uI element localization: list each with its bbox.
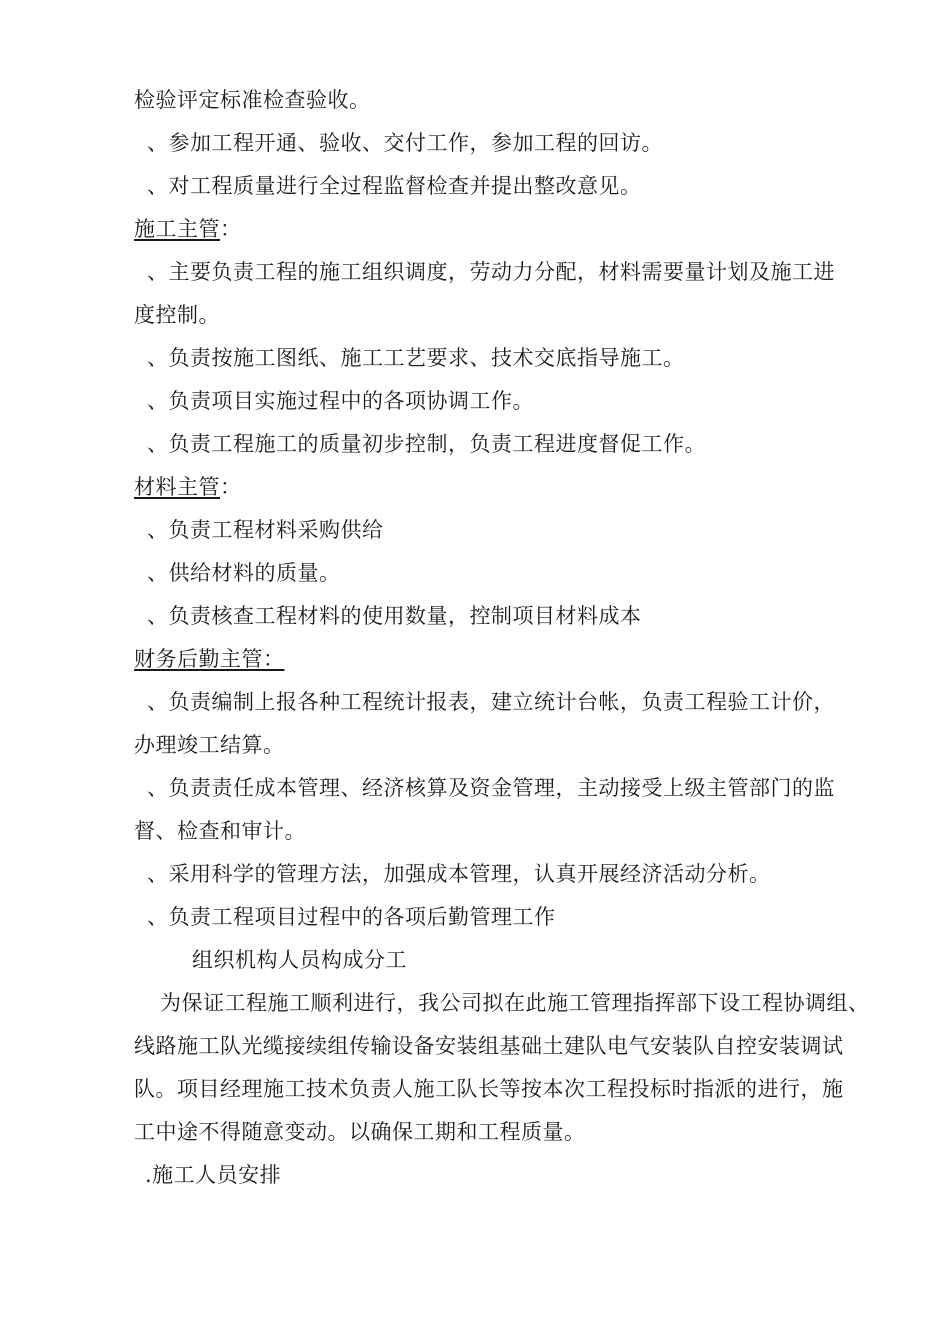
list-item: 、负责按施工图纸、施工工艺要求、技术交底指导施工。 xyxy=(147,346,685,370)
list-item: 、采用科学的管理方法，加强成本管理，认真开展经济活动分析。 xyxy=(147,862,771,886)
construction-heading-text: 施工主管 xyxy=(134,217,220,241)
text-line: 检验评定标准检查验收。 xyxy=(134,88,371,112)
list-item: 、负责编制上报各种工程统计报表，建立统计台帐，负责工程验工计价， xyxy=(147,690,835,714)
subheading: .施工人员安排 xyxy=(145,1163,282,1187)
text-line: 、对工程质量进行全过程监督检查并提出整改意见。 xyxy=(147,174,642,198)
paragraph-line: 线路施工队光缆接续组传输设备安装组基础土建队电气安装队自控安装调试 xyxy=(134,1034,844,1058)
heading-colon: ： xyxy=(220,217,242,241)
heading-colon: ： xyxy=(220,475,242,499)
construction-heading xyxy=(134,215,242,243)
list-item: 、负责责任成本管理、经济核算及资金管理，主动接受上级主管部门的监 xyxy=(147,776,835,800)
paragraph-line: 队。项目经理施工技术负责人施工队长等按本次工程投标时指派的进行，施 xyxy=(134,1077,844,1101)
finance-heading xyxy=(134,645,285,673)
list-item: 、主要负责工程的施工组织调度，劳动力分配，材料需要量计划及施工进 xyxy=(147,260,835,284)
materials-heading xyxy=(134,473,242,501)
finance-heading-text: 财务后勤主管： xyxy=(134,647,285,671)
materials-heading-text: 材料主管 xyxy=(134,475,220,499)
section-title: 组织机构人员构成分工 xyxy=(192,948,407,972)
paragraph-line: 为保证工程施工顺利进行，我公司拟在此施工管理指挥部下设工程协调组、 xyxy=(160,991,870,1015)
list-item-continuation: 督、检查和审计。 xyxy=(134,819,306,843)
list-item: 、负责工程材料采购供给 xyxy=(147,518,384,542)
list-item: 、负责工程施工的质量初步控制，负责工程进度督促工作。 xyxy=(147,432,706,456)
list-item-continuation: 办理竣工结算。 xyxy=(134,733,285,757)
list-item: 、负责核查工程材料的使用数量，控制项目材料成本 xyxy=(147,604,642,628)
paragraph-line: 工中途不得随意变动。以确保工期和工程质量。 xyxy=(134,1120,586,1144)
list-item: 、供给材料的质量。 xyxy=(147,561,341,585)
list-item-continuation: 度控制。 xyxy=(134,303,220,327)
list-item: 、负责项目实施过程中的各项协调工作。 xyxy=(147,389,534,413)
text-line: 、参加工程开通、验收、交付工作，参加工程的回访。 xyxy=(147,131,663,155)
list-item: 、负责工程项目过程中的各项后勤管理工作 xyxy=(147,905,556,929)
